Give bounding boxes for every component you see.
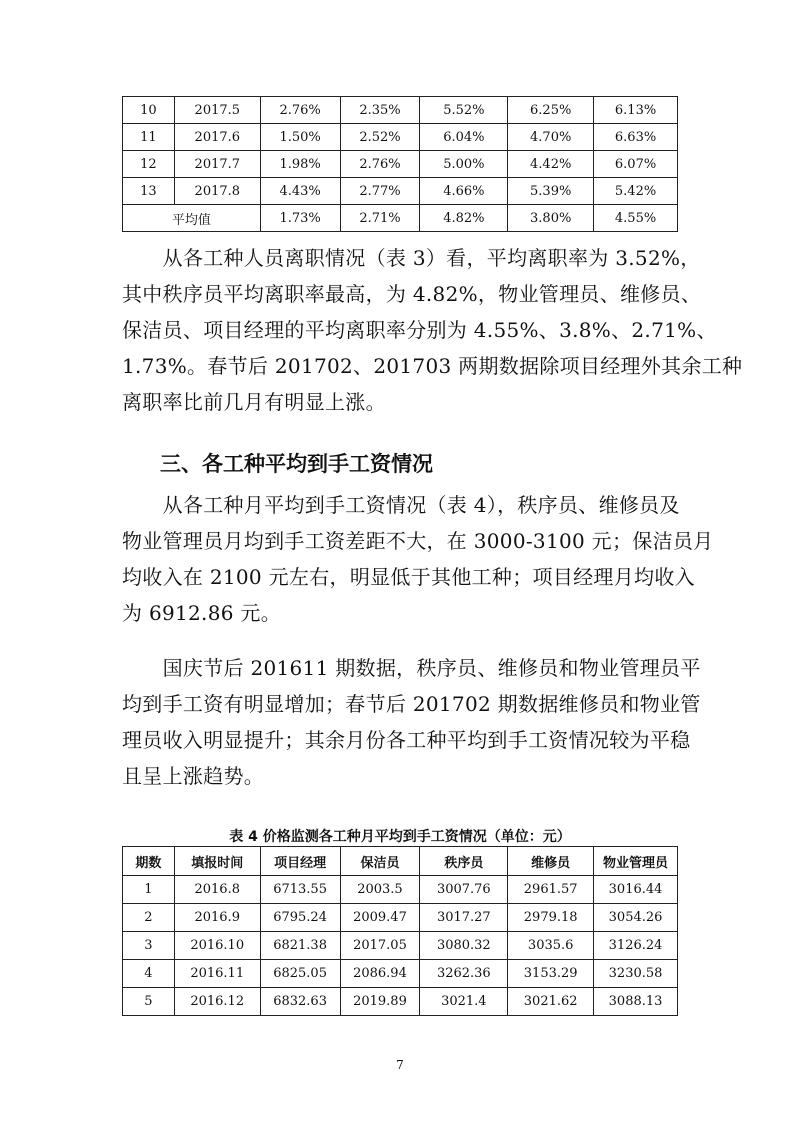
- table-cell: 6713.55: [260, 876, 340, 904]
- text-line: 1.73%。春节后 201702、201703 两期数据除项目经理外其余工种: [122, 354, 743, 378]
- table-cell: 6.07%: [594, 151, 678, 178]
- text-line: 国庆节后 201611 期数据，秩序员、维修员和物业管理员平: [122, 656, 701, 680]
- table-cell: 6.04%: [420, 124, 508, 151]
- table-cell: 4.55%: [594, 205, 678, 232]
- table-cell: 2016.12: [174, 988, 260, 1016]
- table-cell: 3262.36: [420, 960, 508, 988]
- paragraph-turnover: [122, 240, 743, 420]
- table-cell: 3007.76: [420, 876, 508, 904]
- average-label: 平均值: [123, 205, 261, 232]
- table-cell: 2.76%: [340, 151, 420, 178]
- table-row: [123, 178, 678, 205]
- table-cell: 5.39%: [508, 178, 594, 205]
- column-header: 维修员: [508, 847, 594, 876]
- table-cell: 3230.58: [594, 960, 678, 988]
- table-cell: 2961.57: [508, 876, 594, 904]
- table-cell: 2017.7: [174, 151, 260, 178]
- table-cell: 3021.62: [508, 988, 594, 1016]
- table-cell: 5.00%: [420, 151, 508, 178]
- section-heading: 三、各工种平均到手工资情况: [160, 452, 433, 476]
- column-header: 物业管理员: [594, 847, 678, 876]
- text-line: 其中秩序员平均离职率最高，为 4.82%，物业管理员、维修员、: [122, 282, 702, 306]
- table-cell: 6795.24: [260, 904, 340, 932]
- table-cell: 2017.05: [340, 932, 420, 960]
- table-cell: 2.76%: [260, 97, 340, 124]
- table-cell: 12: [123, 151, 175, 178]
- table-cell: 2086.94: [340, 960, 420, 988]
- table-cell: 4.66%: [420, 178, 508, 205]
- table-cell: 3021.4: [420, 988, 508, 1016]
- text-line: 理员收入明显提升；其余月份各工种平均到手工资情况较为平稳: [122, 728, 691, 752]
- table-cell: 2003.5: [340, 876, 420, 904]
- table-cell: 11: [123, 124, 175, 151]
- table-row: [123, 97, 678, 124]
- table-cell: 2.77%: [340, 178, 420, 205]
- table-header-row: [123, 847, 678, 876]
- table-cell: 2979.18: [508, 904, 594, 932]
- table-cell: 3080.32: [420, 932, 508, 960]
- table-cell: 6.63%: [594, 124, 678, 151]
- table-row: [123, 904, 678, 932]
- column-header: 保洁员: [340, 847, 420, 876]
- table-cell: 5.42%: [594, 178, 678, 205]
- text-line: 物业管理员月均到手工资差距不大，在 3000-3100 元；保洁员月: [122, 529, 714, 553]
- table-cell: 4.42%: [508, 151, 594, 178]
- turnover-table: [122, 96, 678, 232]
- table-cell: 1: [123, 876, 175, 904]
- table-cell: 6832.63: [260, 988, 340, 1016]
- table-cell: 4.82%: [420, 205, 508, 232]
- table-cell: 2009.47: [340, 904, 420, 932]
- table-cell: 2.52%: [340, 124, 420, 151]
- table-cell: 2: [123, 904, 175, 932]
- table-cell: 2.35%: [340, 97, 420, 124]
- table-cell: 3035.6: [508, 932, 594, 960]
- table-cell: 1.73%: [260, 205, 340, 232]
- table-cell: 2.71%: [340, 205, 420, 232]
- table-row: [123, 988, 678, 1016]
- table-row: [123, 960, 678, 988]
- text-line: 离职率比前几月有明显上涨。: [122, 390, 386, 414]
- text-line: 保洁员、项目经理的平均离职率分别为 4.55%、3.8%、2.71%、: [122, 318, 717, 342]
- table-row: [123, 932, 678, 960]
- table-caption: 表 4 价格监测各工种月平均到手工资情况（单位：元）: [229, 829, 571, 845]
- column-header: 项目经理: [260, 847, 340, 876]
- table-cell: 2017.5: [174, 97, 260, 124]
- table-cell: 3054.26: [594, 904, 678, 932]
- table-row: [123, 124, 678, 151]
- table-cell: 3.80%: [508, 205, 594, 232]
- table-row-average: [123, 205, 678, 232]
- table-cell: 2016.8: [174, 876, 260, 904]
- table-cell: 6.25%: [508, 97, 594, 124]
- table-cell: 6821.38: [260, 932, 340, 960]
- table-cell: 2019.89: [340, 988, 420, 1016]
- table-cell: 1.50%: [260, 124, 340, 151]
- table-cell: 3016.44: [594, 876, 678, 904]
- table-row: [123, 876, 678, 904]
- text-line: 均收入在 2100 元左右，明显低于其他工种；项目经理月均收入: [122, 565, 695, 589]
- table-cell: 3088.13: [594, 988, 678, 1016]
- table-cell: 3126.24: [594, 932, 678, 960]
- text-line: 从各工种人员离职情况（表 3）看，平均离职率为 3.52%，: [122, 246, 701, 270]
- text-line: 且呈上涨趋势。: [122, 764, 265, 788]
- table-cell: 2017.6: [174, 124, 260, 151]
- table-cell: 1.98%: [260, 151, 340, 178]
- table-cell: 3017.27: [420, 904, 508, 932]
- table-cell: 5.52%: [420, 97, 508, 124]
- table-cell: 6.13%: [594, 97, 678, 124]
- column-header: 秩序员: [420, 847, 508, 876]
- table-cell: 5: [123, 988, 175, 1016]
- table-cell: 2017.8: [174, 178, 260, 205]
- wage-table: [122, 846, 678, 1016]
- table-row: [123, 151, 678, 178]
- table-cell: 10: [123, 97, 175, 124]
- paragraph-wages: [122, 487, 714, 631]
- text-line: 为 6912.86 元。: [122, 601, 282, 625]
- table-cell: 13: [123, 178, 175, 205]
- table-cell: 2016.10: [174, 932, 260, 960]
- paragraph-trend: [122, 650, 701, 794]
- text-line: 从各工种月平均到手工资情况（表 4），秩序员、维修员及: [122, 493, 680, 517]
- column-header: 期数: [123, 847, 175, 876]
- table-cell: 2016.9: [174, 904, 260, 932]
- table-cell: 3: [123, 932, 175, 960]
- column-header: 填报时间: [174, 847, 260, 876]
- table-cell: 4.70%: [508, 124, 594, 151]
- page-number: 7: [396, 1058, 404, 1072]
- table-cell: 4: [123, 960, 175, 988]
- text-line: 均到手工资有明显增加；春节后 201702 期数据维修员和物业管: [122, 692, 701, 716]
- table-cell: 2016.11: [174, 960, 260, 988]
- table-cell: 6825.05: [260, 960, 340, 988]
- table-cell: 3153.29: [508, 960, 594, 988]
- table-cell: 4.43%: [260, 178, 340, 205]
